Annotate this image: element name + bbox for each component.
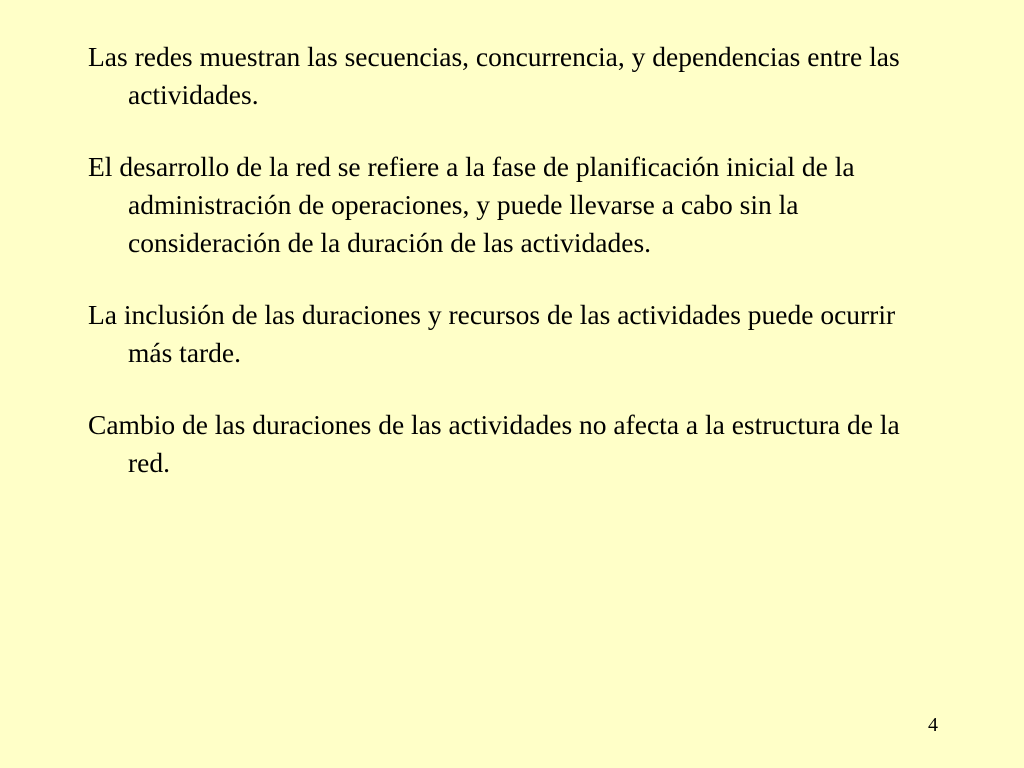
page-number: 4 — [928, 714, 938, 736]
paragraph: El desarrollo de la red se refiere a la fase de planificación inicial de la administración de operaciones, y puede llevarse a cabo sin la consideración de la duración de las actividades. — [88, 151, 855, 258]
paragraph: Las redes muestran las secuencias, concurrencia, y dependencias entre las actividades. — [88, 41, 900, 110]
slide-body — [88, 38, 918, 516]
paragraph: Cambio de las duraciones de las actividades no afecta a la estructura de la red. — [88, 409, 900, 478]
paragraph: La inclusión de las duraciones y recursos de las actividades puede ocurrir más tarde. — [88, 299, 896, 368]
